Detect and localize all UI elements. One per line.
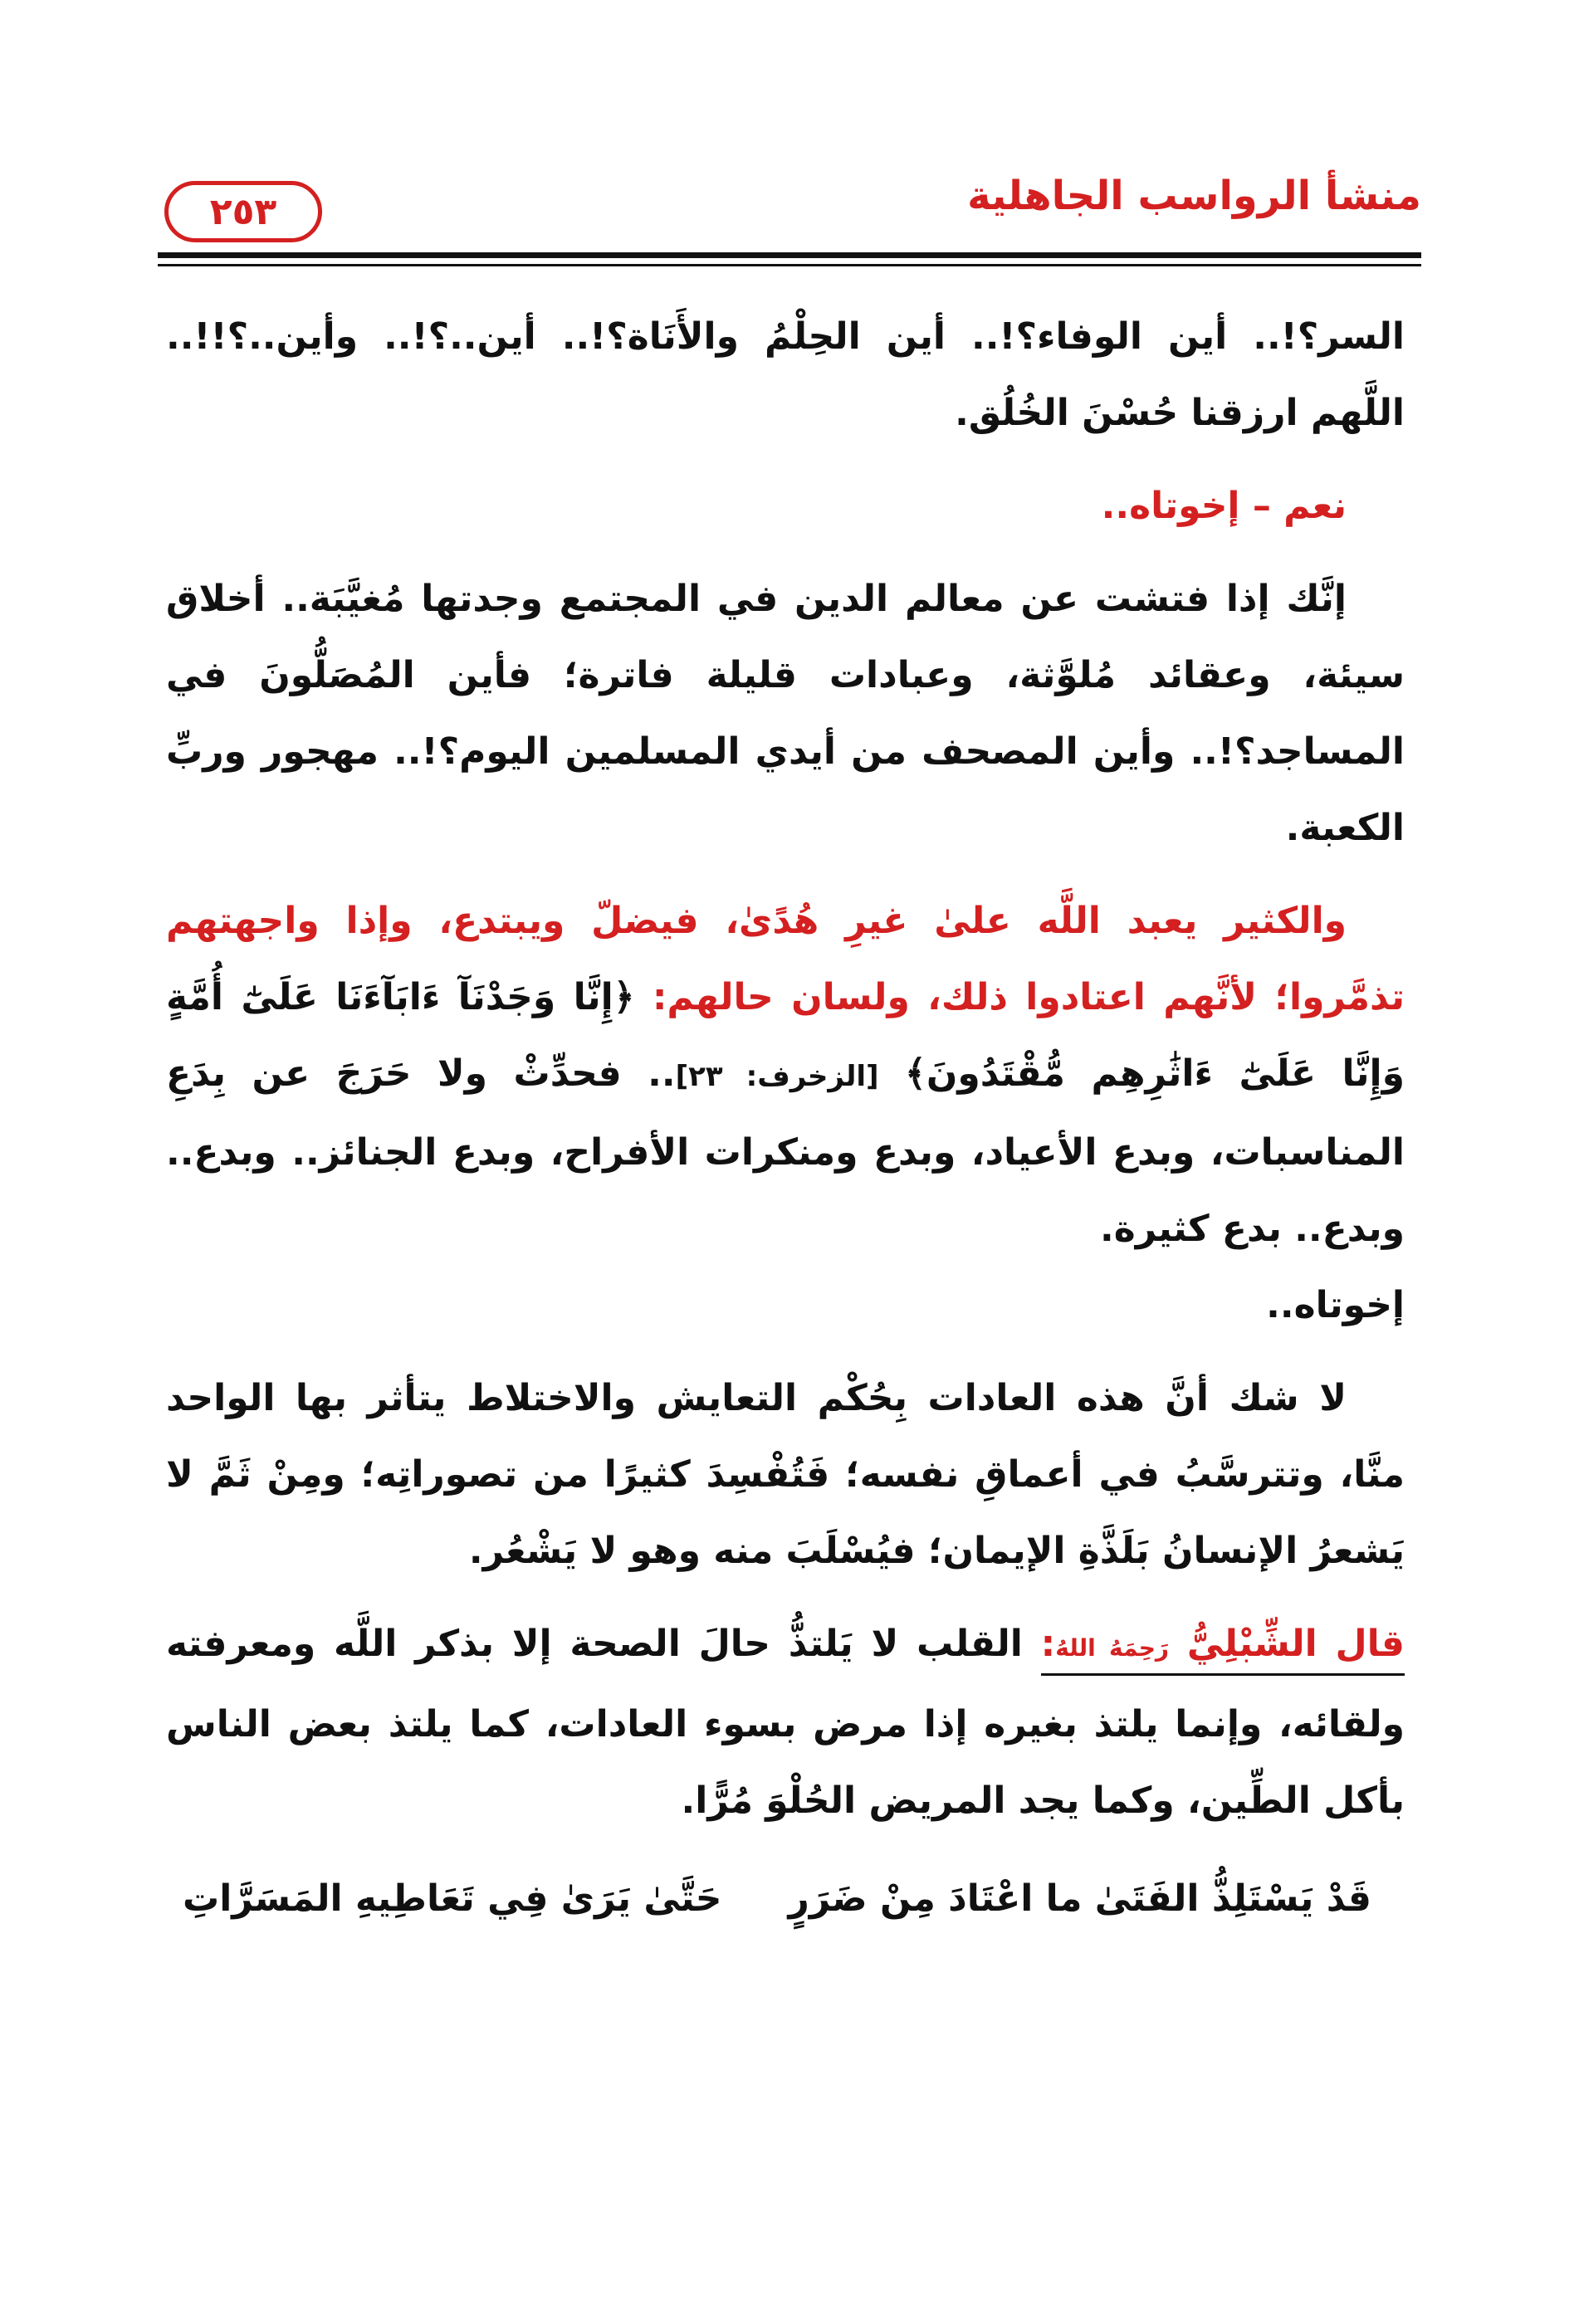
page-number: ٢٥٣ [164, 181, 322, 242]
heading-brothers-2: إخوتاه.. [1266, 1284, 1405, 1326]
paragraph-3-red-text: والكثير يعبد اللَّه علىٰ غيرِ هُدًىٰ، فيضلّ ويبتدع، وإذا واجهتهم تذمَّروا؛ لأنَّهم اعتادوا ذلك، ولسان حالهم: [166, 900, 1405, 1018]
paragraph-2: إنَّك إذا فتشت عن معالم الدين في المجتمع وجدتها مُغيَّبَة.. أخلاق سيئة، وعقائد مُلوَّثة، وعبادات قليلة فاترة؛ فأين المُصَلُّونَ في المساجد؟!.. وأين المصحف من أيدي المسلمين اليوم؟!.. مهجور وربِّ الكعبة. [166, 578, 1405, 849]
poem-verse [166, 1861, 1405, 1937]
paragraph-5 [166, 1606, 1405, 1839]
honorific-phrase: رَحِمَهُ اللهُ [1055, 1634, 1170, 1662]
header-rule-thick [158, 252, 1421, 258]
paragraph-3 [166, 883, 1405, 1267]
verse-reference: [الزخرف: ٢٣] [675, 1060, 879, 1093]
paragraph-4: لا شك أنَّ هذه العادات بِحُكْم التعايش والاختلاط يتأثر بها الواحد منَّا، وتترسَّبُ في أعماقِ نفسه؛ فَتُفْسِدَ كثيرًا من تصوراتِه؛ ومِنْ ثَمَّ لا يَشعرُ الإنسانُ بَلَذَّةِ الإيمان؛ فيُسْلَبَ منه وهو لا يَشْعُر. [166, 1377, 1405, 1572]
page-header [158, 166, 1421, 257]
shibli-quote: القلب لا يَلتذُّ حالَ الصحة إلا بذكر اللَّه ومعرفته ولقائه، وإنما يلتذ بغيره إذا مرض بسوء العادات، كما يلتذ بعض الناس بأكل الطِّين، وكما يجد المريض الحُلْوَ مُرًّا. [166, 1623, 1405, 1822]
shibli-name: قال الشِّبْلِيُّ [1186, 1623, 1405, 1665]
header-rule-thin [158, 264, 1421, 266]
quran-verse: ﴿إِنَّا وَجَدْنَآ ءَابَآءَنَا عَلَىٰٓ أُمَّةٍ وَإِنَّا عَلَىٰٓ ءَاثَٰرِهِم مُّقْتَدُونَ﴾ [166, 976, 1405, 1095]
running-title: منشأ الرواسب الجاهلية [967, 173, 1421, 219]
paragraph-1: السر؟!.. أين الوفاء؟!.. أين الحِلْمُ والأَنَاة؟!.. أين..؟!.. وأين..؟!!.. اللَّهم ارزقنا حُسْنَ الخُلُق. [166, 315, 1405, 434]
heading-brothers-1: نعم – إخوتاه.. [1101, 485, 1347, 527]
attribution-colon: : [1040, 1623, 1056, 1665]
page-body [166, 299, 1405, 1937]
poem-hemistich-1: قَدْ يَسْتَلِذُّ الفَتَىٰ ما اعْتَادَ مِنْ ضَرَرٍ [788, 1877, 1371, 1920]
paragraph-3-rest: .. فحدِّثْ ولا حَرَجَ عن بِدَعِ المناسبات، وبدع الأعياد، وبدع ومنكرات الأفراح، وبدع الجنائز.. وبدع.. وبدع.. بدع كثيرة. [166, 1052, 1405, 1250]
quote-attribution [1041, 1623, 1405, 1676]
poem-hemistich-2: حَتَّىٰ يَرَىٰ فِي تَعَاطِيهِ المَسَرَّاتِ [183, 1877, 722, 1920]
